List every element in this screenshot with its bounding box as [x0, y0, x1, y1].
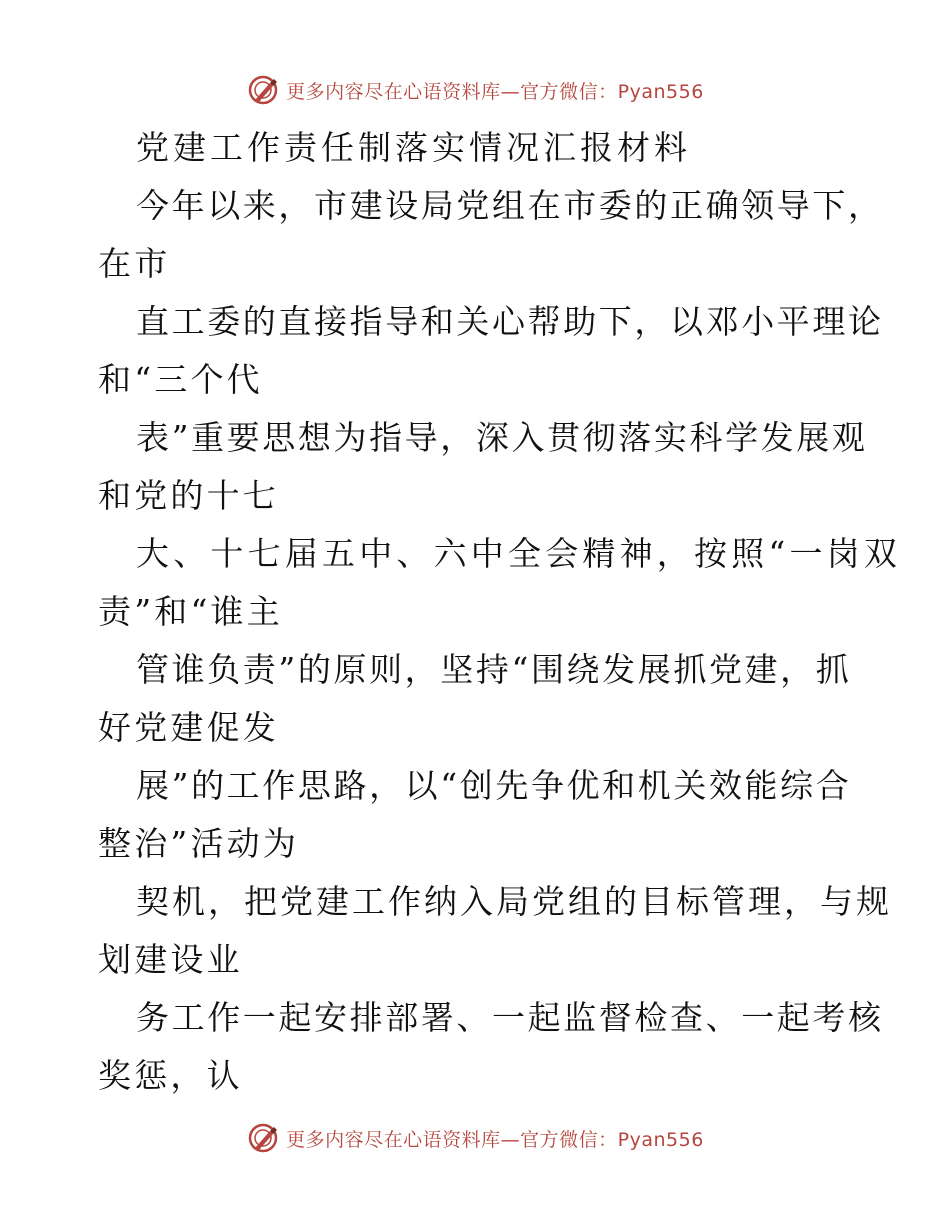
- paragraph-line: 在市: [98, 244, 171, 283]
- paragraph-line: 大、十七届五中、六中全会精神，按照“一岗双: [136, 534, 902, 573]
- paragraph-line: 表”重要思想为指导，深入贯彻落实科学发展观: [136, 418, 868, 457]
- watermark-text: 更多内容尽在心语资料库—官方微信：Pyan556: [286, 1128, 704, 1151]
- pen-seal-icon: [246, 1121, 280, 1155]
- footer-watermark: [0, 1118, 950, 1158]
- paragraph-line: 展”的工作思路，以“创先争优和机关效能综合: [136, 766, 852, 805]
- paragraph-line: 今年以来，市建设局党组在市委的正确领导下，: [136, 186, 884, 225]
- paragraph-line: 务工作一起安排部署、一起监督检查、一起考核: [136, 998, 884, 1037]
- paragraph-line: 划建设业: [98, 940, 243, 979]
- document-title: 党建工作责任制落实情况汇报材料: [136, 128, 691, 167]
- paragraph-line: 直工委的直接指导和关心帮助下，以邓小平理论: [136, 302, 884, 341]
- pen-seal-icon: [246, 73, 280, 107]
- paragraph-line: 和“三个代: [98, 360, 263, 399]
- paragraph-line: 管谁负责”的原则，坚持“围绕发展抓党建，抓: [136, 650, 852, 689]
- watermark-text: 更多内容尽在心语资料库—官方微信：Pyan556: [286, 80, 704, 103]
- paragraph-line: 和党的十七: [98, 476, 279, 515]
- paragraph-line: 奖惩，认: [98, 1056, 243, 1095]
- paragraph-line: 整治”活动为: [98, 824, 300, 863]
- paragraph-line: 契机，把党建工作纳入局党组的目标管理，与规: [136, 882, 892, 921]
- paragraph-line: 责”和“谁主: [98, 592, 283, 631]
- paragraph-line: 好党建促发: [98, 708, 279, 747]
- header-watermark: [0, 70, 950, 110]
